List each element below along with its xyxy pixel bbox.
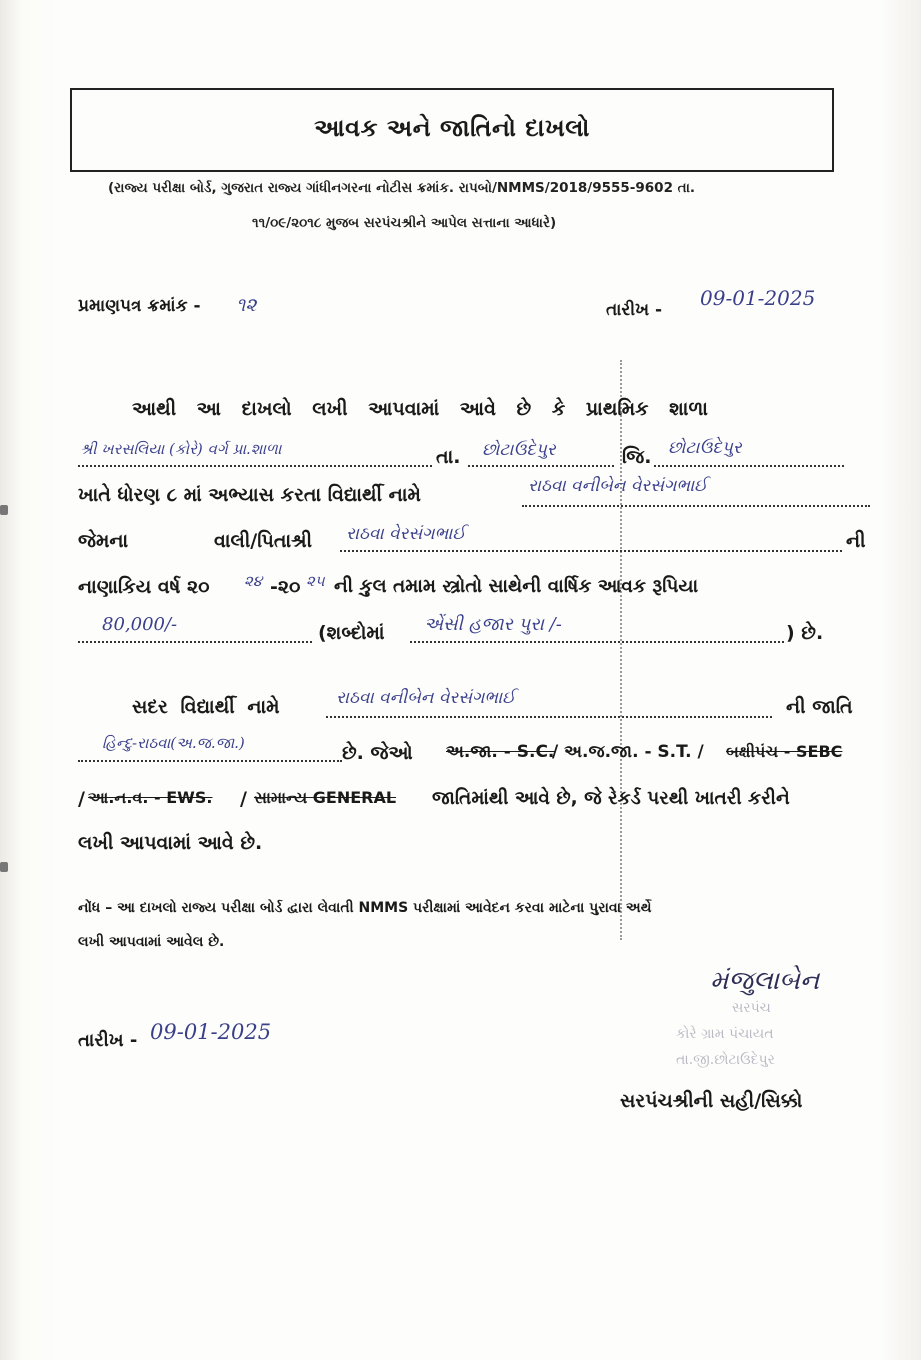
para1-line6-suffix: ) છે. xyxy=(786,622,824,644)
guardian-label: વાલી/પિતાશ્રી xyxy=(214,530,313,552)
stamp-line-3: તા.જી.છોટાઉદેપુર xyxy=(676,1052,775,1068)
sarpanch-sign-label: સરપંચશ્રીની સહી/સિક્કો xyxy=(620,1090,803,1112)
caste-underline xyxy=(78,760,342,762)
guardian-underline xyxy=(340,550,842,552)
certificate-number-label: પ્રમાણપત્ર ક્રમાંક - xyxy=(78,296,201,316)
footer-date-value: 09-01-2025 xyxy=(150,1020,272,1044)
year-label-a: નાણાકિય વર્ષ ૨૦ xyxy=(78,576,210,598)
para2-line1-suffix: ની જાતિ xyxy=(786,696,853,718)
taluka-label: તા. xyxy=(436,446,461,468)
caste-option-sebc: બક્ષીપંચ - SEBC xyxy=(726,742,843,761)
para2-line3-c: જાતિમાંથી આવે છે, જે રેકર્ડ પરથી ખાતરી કરીને xyxy=(432,788,790,809)
taluka-name: છોટાઉદેપુર xyxy=(482,440,556,460)
income-amount-underline xyxy=(78,641,312,643)
caste-option-general: સામાન્ય GENERAL xyxy=(254,788,397,807)
district-label: જિ. xyxy=(622,446,652,468)
para1-line4-suffix: ની xyxy=(846,530,866,552)
school-underline xyxy=(78,465,432,467)
district-name: છોટાઉદેપુર xyxy=(668,438,742,458)
income-words: એંસી હજાર પુરા /- xyxy=(424,614,562,635)
stamp-line-1: સરપંચ xyxy=(732,1000,771,1016)
note-line-2: લખી આપવામાં આવેલ છે. xyxy=(78,934,225,950)
income-words-underline xyxy=(410,641,784,643)
subtitle-line-1: (રાજ્ય પરીક્ષા બોર્ડ, ગુજરાત રાજ્ય ગાંધીનગરના નોટીસ ક્રમાંક. રાપબો/NMMS/2018/9555-9602 તા. xyxy=(108,180,696,196)
stamp-line-2: કોરે ગ્રામ પંચાયત xyxy=(676,1026,774,1042)
subtitle-line-2: ૧૧/૦૯/૨૦૧૮ મુજબ સરપંચશ્રીને આપેલ સત્તાના આધારે) xyxy=(252,215,557,231)
para2-line3-a: / xyxy=(78,788,85,810)
para2-student-name: રાઠવા વનીબેન વેરસંગભાઈ xyxy=(336,688,516,708)
para1-line3: ખાતે ધોરણ ૮ માં અભ્યાસ કરતા વિદ્યાર્થી નામે xyxy=(78,484,421,506)
student-name-underline xyxy=(522,505,870,507)
guardian-name: રાઠવા વેરસંગભાઈ xyxy=(346,524,466,544)
student-name: રાઠવા વનીબેન વેરસંગભાઈ xyxy=(528,476,708,496)
school-name: શ્રી ખરસલિયા (કોરે) વર્ગ પ્રા.શાળા xyxy=(80,440,282,458)
document-title: આવક અને જાતિનો દાખલો xyxy=(314,114,590,142)
taluka-underline xyxy=(468,465,614,467)
year-label-b: -૨૦ xyxy=(270,576,301,598)
caste-option-sc: અ.જા. - S.C. xyxy=(446,742,555,762)
footer-date-label: તારીખ - xyxy=(78,1030,138,1051)
year-label-c: ની કુલ તમામ સ્ત્રોતો સાથેની વાર્ષિક આવક રૂપિયા xyxy=(334,576,699,597)
fiscal-year-1: ૨૪ xyxy=(244,572,263,590)
title-box xyxy=(70,88,834,172)
para2-line2-b: / અ.જ.જા. - S.T. / xyxy=(552,742,704,762)
para1-line4-prefix: જેમના xyxy=(78,530,129,552)
para2-name-underline xyxy=(326,716,772,718)
para2-line4: લખી આપવામાં આવે છે. xyxy=(78,832,263,854)
caste-option-ews: આ.ન.વ. - EWS. xyxy=(88,788,213,807)
margin-mark xyxy=(0,505,8,515)
signature: મંજુલાબેન xyxy=(710,966,820,996)
date-label: તારીખ - xyxy=(606,300,663,320)
para2-line3-b: / xyxy=(240,788,247,810)
fiscal-year-2: ૨૫ xyxy=(306,572,325,590)
district-underline xyxy=(654,465,844,467)
income-amount: 80,000/- xyxy=(102,614,178,635)
para2-line1-prefix: સદર વિદ્યાર્થી નામે xyxy=(132,696,280,718)
date-value: 09-01-2025 xyxy=(700,286,816,310)
para2-line2-a: છે. જેઓ xyxy=(342,742,413,764)
para1-line1: આથી આ દાખલો લખી આપવામાં આવે છે કે પ્રાથમિક શાળા xyxy=(132,398,708,420)
words-label: (શબ્દોમાં xyxy=(318,622,385,644)
caste-value: હિન્દુ-રાઠવા(અ.જ.જા.) xyxy=(102,734,245,752)
certificate-number-value: ૧૨ xyxy=(236,294,257,316)
note-line-1: નોંધ – આ દાખલો રાજ્ય પરીક્ષા બોર્ડ દ્વારા લેવાતી NMMS પરીક્ષામાં આવેદન કરવા માટેના પુરાવા અર્થે xyxy=(78,900,652,916)
margin-mark xyxy=(0,862,8,872)
